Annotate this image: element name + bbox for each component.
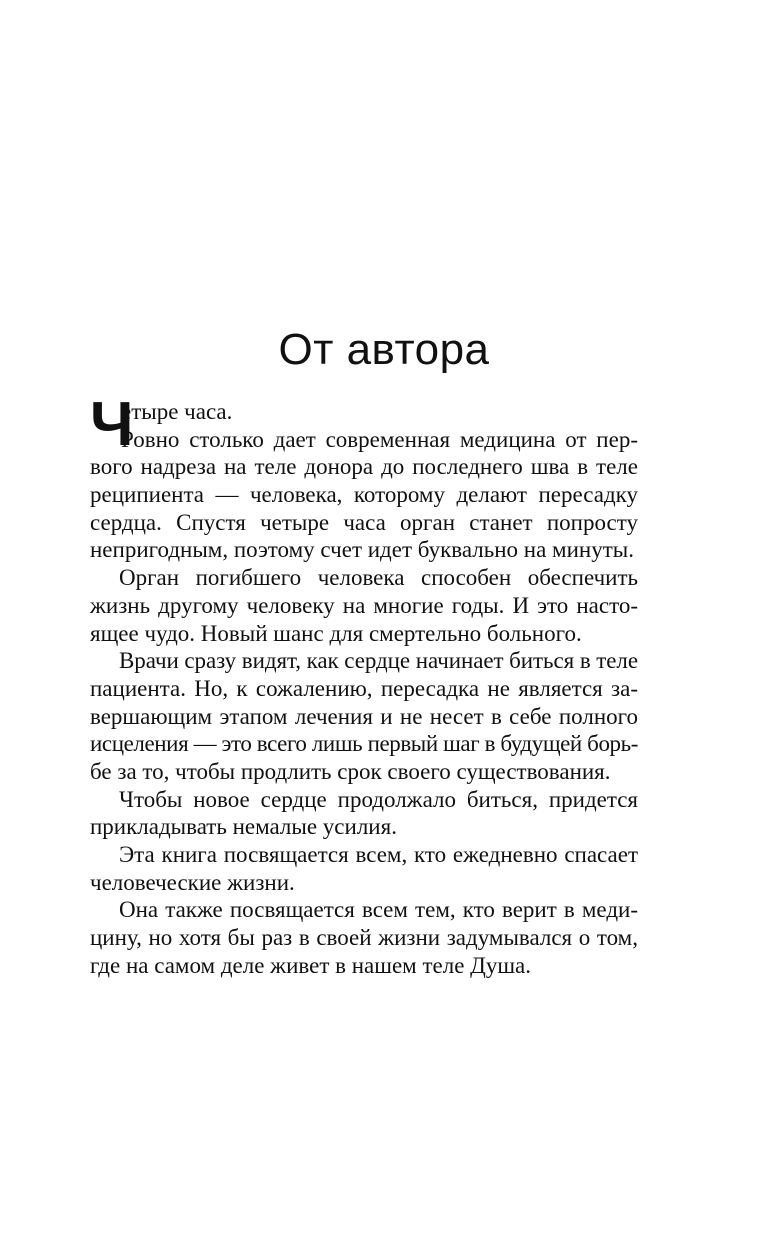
- text-line: Чтобы новое сердце продолжало биться, придется: [119, 786, 638, 812]
- text-line: прикладывать немалые усилия.: [90, 814, 397, 840]
- drop-cap: Ч: [90, 390, 134, 459]
- text-line: бе за то, чтобы продлить срок своего существования.: [90, 758, 611, 784]
- text-line: Орган погибшего человека способен обеспечить: [119, 565, 638, 591]
- body-text: [90, 390, 638, 979]
- text-line: ящее чудо. Новый шанс для смертельно больного.: [90, 620, 582, 646]
- text-line: Она также посвящается всем тем, кто верит в меди-: [119, 897, 638, 923]
- text-line: пациента. Но, к сожалению, пересадка не является за-: [90, 675, 638, 701]
- text-line: сердца. Спустя четыре часа орган станет попросту: [90, 509, 638, 535]
- text-line: Ровно столько дает современная медицина от пер-: [121, 426, 638, 452]
- text-line: вершающим этапом лечения и не несет в себе полного: [90, 703, 638, 729]
- text-line: реципиента — человека, которому делают пересадку: [90, 482, 638, 508]
- text-line: исцеления — это всего лишь первый шаг в будущей борь-: [90, 731, 638, 757]
- text-line: Эта книга посвящается всем, кто ежедневно спасает: [119, 842, 638, 867]
- text-line: жизнь другому человеку на многие годы. И это насто-: [90, 592, 638, 618]
- chapter-title: От автора: [278, 325, 490, 374]
- text-line: етыре часа.: [121, 399, 233, 424]
- text-line: Врачи сразу видят, как сердце начинает биться в теле: [119, 648, 638, 674]
- text-line: человеческие жизни.: [90, 869, 295, 895]
- text-line: где на самом деле живет в нашем теле Душа.: [90, 952, 532, 978]
- text-line: цину, но хотя бы раз в своей жизни задумывался о том,: [90, 925, 638, 951]
- text-line: вого надреза на теле донора до последнего шва в теле: [90, 454, 638, 480]
- text-line: непригодным, поэтому счет идет буквально на минуты.: [90, 537, 634, 563]
